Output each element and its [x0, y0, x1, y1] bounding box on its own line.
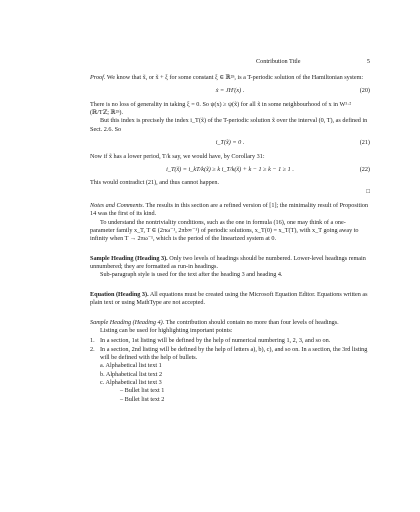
list-item-text: In a section, 1st listing will be defined by the help of numerical numbering 1, 2, 3, and so on. — [100, 337, 331, 345]
notes-text-2: To understand the nontriviality conditions, such as the one in formula (16), one may think of a one-parameter family x_T, T ∈ (2πω⁻¹, 2πb∞⁻¹) of periodic solutions, x_T(0) = x_T(T), with x_T going away to infinity when T → 2πω⁻¹, which is the period of the linearized system at 0. — [90, 218, 359, 243]
proof-text-4: Now if x̃ has a lower period, T/k say, we would have, by Corollary 31: — [90, 152, 265, 160]
heading3-text-1: Only two levels of headings should be numbered. Lower-level headings remain unnumbered; they are formatted as run-in headings. — [90, 254, 366, 271]
equation-22 — [90, 166, 370, 174]
proof-text-5: This would contradict (21), and thus cannot happen. — [90, 179, 220, 187]
equation-21 — [90, 139, 370, 147]
notes-label: Notes and Comments. — [90, 201, 145, 209]
proof-text-1: We know that x̃, or x̃ + ξ for some constant ξ ∈ ℝ²ⁿ, is a T-periodic solution of the Hamiltonian system: — [106, 74, 364, 81]
equation-20-body: ẋ = JH′(x) . — [215, 87, 245, 95]
equation-20 — [90, 87, 370, 95]
equation-22-body: i_T(x̃) = i_kT/k(x̃) ≥ k i_T/k(x̃) + k − 1 ≥ k − 1 ≥ 1 . — [166, 165, 294, 173]
heading4-text-1: The contribution should contain no more than four levels of headings. — [165, 318, 339, 326]
equation-21-body: i_T(x̃) = 0 . — [215, 139, 245, 147]
proof-text-3: But this index is precisely the index i_T(x̃) of the T-periodic solution x̃ over the interval (0, T), as defined in Sect. 2.6. So — [90, 117, 368, 133]
heading4-paragraph — [90, 319, 370, 327]
equation-20-number: (20) — [359, 87, 370, 95]
qed-symbol: □ — [366, 187, 370, 195]
bullet-text: Bullet list text 1 — [124, 387, 165, 395]
heading3-title: Sample Heading (Heading 3). — [90, 254, 168, 262]
body-text — [90, 74, 370, 404]
heading3-text-2: Sub-paragraph style is used for the text after the heading 3 and heading 4. — [100, 271, 283, 279]
list-item — [90, 346, 370, 363]
heading4-title: Sample Heading (Heading 4). — [90, 318, 165, 326]
list-marker: 1. — [90, 337, 95, 345]
page-number: 5 — [366, 58, 370, 65]
alphabetical-list — [100, 362, 370, 387]
equation-section-title: Equation (Heading 3). — [90, 290, 149, 298]
list-marker: 2. — [90, 345, 95, 353]
header-title: Contribution Title — [256, 58, 301, 65]
equation-21-number: (21) — [359, 139, 370, 147]
numbered-list — [90, 337, 370, 362]
list-item-text: In a section, 2nd listing will be defined by the help of letters a), b), c), and so on. In a section, the 3rd listing will be defined with the help of bullets. — [100, 345, 368, 361]
list-item — [90, 337, 370, 345]
proof-text-2: There is no loss of generality in taking ξ = 0. So ψ(x) ≥ ψ(x̃) for all x̃ in some neighbourhood of x in W¹·² (ℝ/Tℤ; ℝ²ⁿ). — [90, 100, 352, 117]
notes-text-1: The results in this section are a refined version of [1]; the minimality result of Proposition 14 was the first of its kind. — [90, 201, 369, 218]
alpha-list-item: c. Alphabetical list text 3 — [100, 379, 162, 387]
alpha-list-item: b. Alphabetical list text 2 — [100, 370, 163, 378]
notes-paragraph — [90, 202, 370, 219]
bullet-list — [120, 387, 370, 404]
alpha-list-item: a. Alphabetical list text 1 — [100, 362, 162, 370]
proof-paragraph — [90, 74, 370, 82]
equation-22-number: (22) — [359, 165, 370, 173]
heading3-paragraph — [90, 255, 370, 272]
bullet-list-item — [120, 396, 370, 404]
bullet-list-item — [120, 387, 370, 395]
running-header — [256, 58, 370, 65]
equation-section-text: All equations must be created using the Microsoft Equation Editor. Equations written as plain text or using MathType are not accepted. — [90, 290, 368, 307]
proof-label: Proof. — [90, 74, 106, 81]
equation-section-paragraph — [90, 291, 370, 308]
bullet-marker: – — [120, 387, 124, 395]
heading4-text-2: Listing can be used for highlighting important points: — [100, 326, 233, 334]
bullet-text: Bullet list text 2 — [124, 395, 165, 403]
bullet-marker: – — [120, 395, 124, 403]
